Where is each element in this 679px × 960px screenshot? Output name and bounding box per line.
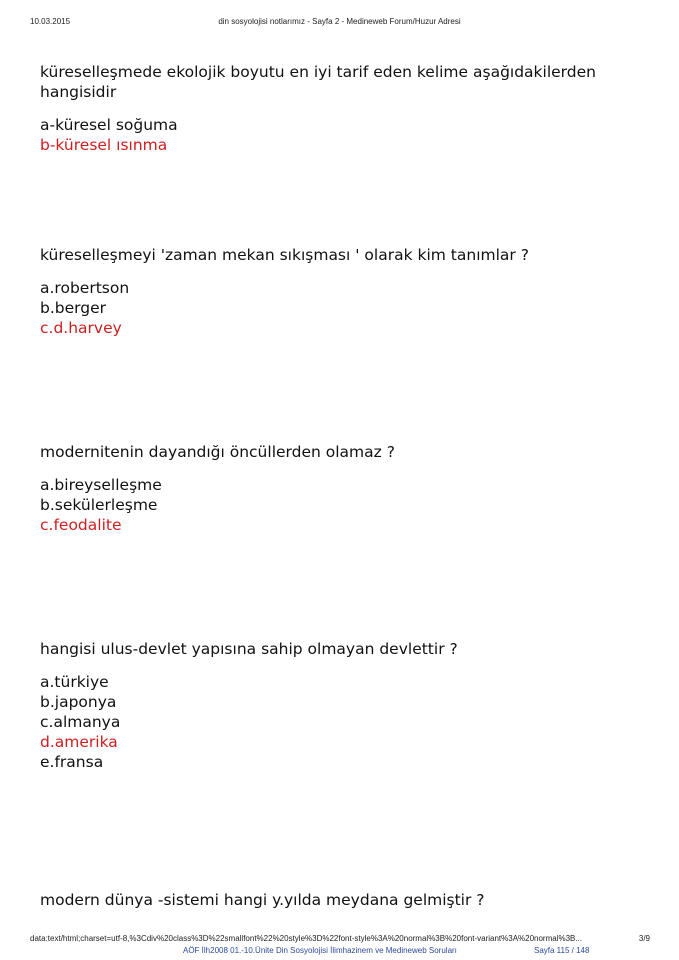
document-footer-title: AÖF İlh2008 01.-10.Ünite Din Sosyolojisi İlimhazinem ve Medineweb Soruları	[183, 946, 457, 955]
option: a-küresel soğuma	[40, 116, 178, 134]
document-page-counter: Sayfa 115 / 148	[534, 946, 590, 955]
question-text: küreselleşmeyi 'zaman mekan sıkışması ' olarak kim tanımlar ?	[40, 246, 529, 264]
option: a.türkiye	[40, 673, 109, 691]
print-page-title: din sosyolojisi notlarımız - Sayfa 2 - Medineweb Forum/Huzur Adresi	[218, 17, 461, 26]
question-block	[40, 639, 640, 772]
question-text: modernitenin dayandığı öncüllerden olamaz ?	[40, 443, 395, 461]
print-date: 10.03.2015	[30, 17, 71, 26]
option: a.bireyselleşme	[40, 476, 162, 494]
option: b.japonya	[40, 693, 117, 711]
correct-option: b-küresel ısınma	[40, 136, 168, 154]
option: a.robertson	[40, 279, 130, 297]
question-block	[40, 890, 640, 923]
question-block	[40, 442, 640, 535]
option: b.berger	[40, 299, 106, 317]
option: c.almanya	[40, 713, 121, 731]
question-text: modern dünya -sistemi hangi y.yılda meydana gelmiştir ?	[40, 891, 485, 909]
correct-option: c.d.harvey	[40, 319, 122, 337]
correct-option: d.amerika	[40, 733, 118, 751]
print-page-number: 3/9	[638, 934, 650, 943]
option: e.fransa	[40, 753, 104, 771]
question-text: küreselleşmede ekolojik boyutu en iyi tarif eden kelime aşağıdakilerden hangisidir	[40, 63, 596, 101]
correct-option: c.feodalite	[40, 516, 122, 534]
print-source-url: data:text/html;charset=utf-8,%3Cdiv%20class%3D%22smallfont%22%20style%3D%22font-style%3A%20normal%3B%20font-variant%3A%20normal%3B...	[30, 934, 583, 943]
question-block	[40, 62, 640, 155]
question-block	[40, 245, 640, 338]
option: b.sekülerleşme	[40, 496, 158, 514]
question-text: hangisi ulus-devlet yapısına sahip olmayan devlettir ?	[40, 640, 458, 658]
